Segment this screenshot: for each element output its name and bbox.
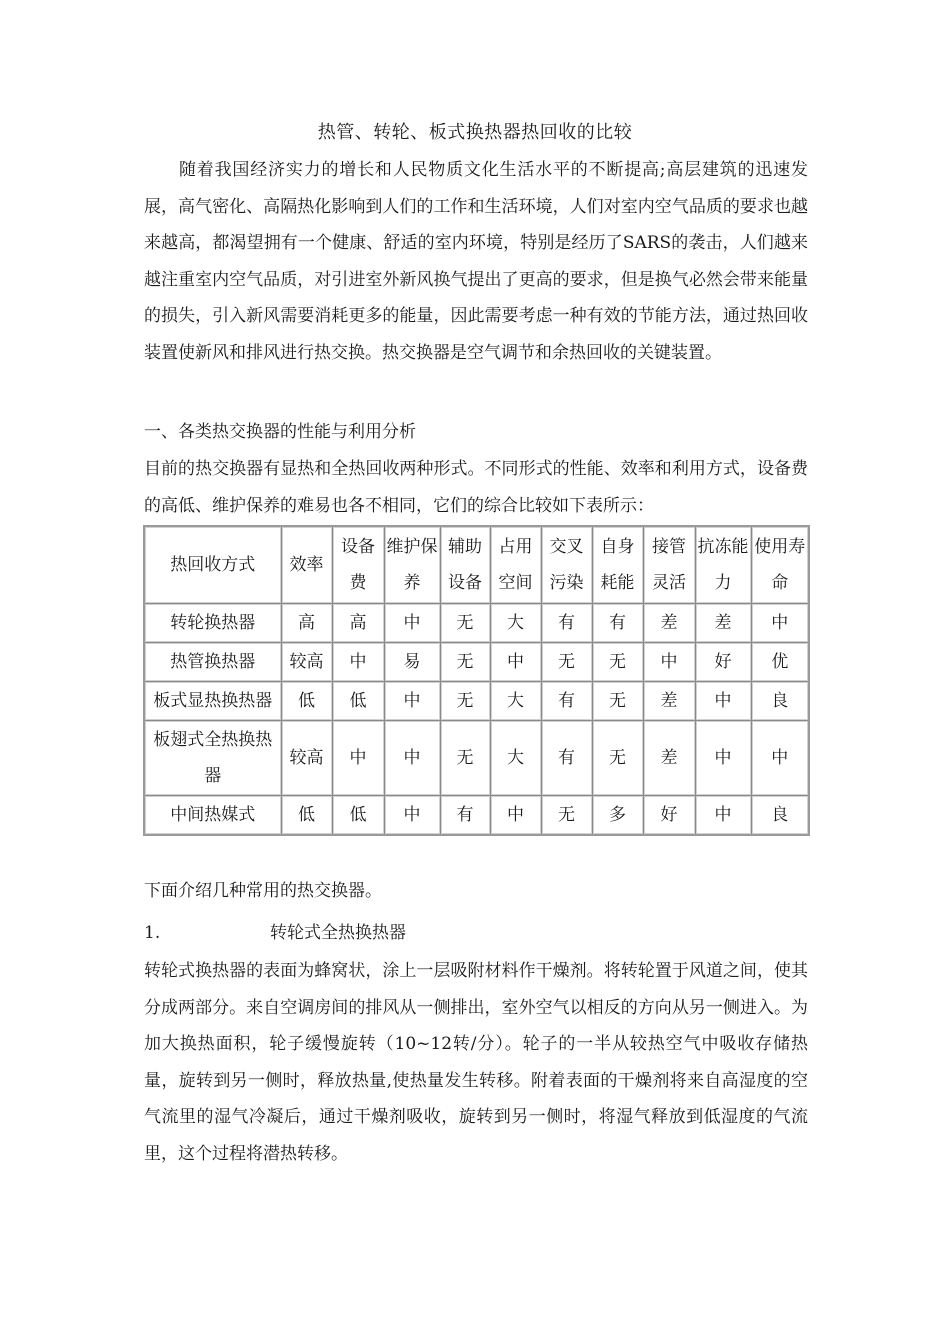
table-cell: 好 (643, 796, 695, 836)
table-cell: 良 (751, 796, 809, 836)
table-cell: 中 (490, 643, 541, 682)
table-cell: 无 (541, 643, 592, 682)
table-cell: 中 (384, 796, 440, 836)
table-cell: 无 (592, 721, 643, 796)
table-cell: 差 (643, 682, 695, 721)
table-cell: 中 (695, 796, 751, 836)
types-intro-paragraph: 下面介绍几种常用的热交换器。 (144, 881, 382, 901)
table-header-cell: 热回收方式 (144, 526, 281, 604)
table-cell: 大 (490, 682, 541, 721)
intro-paragraph: 随着我国经济实力的增长和人民物质文化生活水平的不断提高;高层建筑的迅速发展，高气密化、高隔热化影响到人们的工作和生活环境，人们对室内空气品质的要求也越来越高，都渴望拥有一个健康、舒适的室内环境，特别是经历了SARS的袭击，人们越来越注重室内空气品质，对引进室外新风换气提出了更高的要求，但是换气必然会带来能量的损失，引入新风需要消耗更多的能量，因此需要考虑一种有效的节能方法，通过热回收装置使新风和排风进行热交换。热交换器是空气调节和余热回收的关键装置。 (144, 160, 808, 363)
table-cell: 低 (332, 796, 384, 836)
table-cell: 差 (643, 604, 695, 643)
table-cell: 有 (541, 682, 592, 721)
table-row (144, 643, 809, 682)
table-cell: 大 (490, 604, 541, 643)
table-header-cell: 设备费 (332, 526, 384, 604)
table-cell: 无 (440, 604, 490, 643)
table-cell: 中 (751, 721, 809, 796)
table-cell: 板式显热换热器 (144, 682, 281, 721)
table-cell: 中 (751, 604, 809, 643)
table-row (144, 796, 809, 836)
table-cell: 无 (541, 796, 592, 836)
table-cell: 中 (643, 643, 695, 682)
table-cell: 无 (440, 721, 490, 796)
table-cell: 有 (592, 604, 643, 643)
table-intro-paragraph: 目前的热交换器有显热和全热回收两种形式。不同形式的性能、效率和利用方式，设备费的高低、维护保养的难易也各不相同，它们的综合比较如下表所示： (144, 459, 808, 516)
table-cell: 无 (592, 682, 643, 721)
table-cell: 转轮换热器 (144, 604, 281, 643)
table-header-row (144, 526, 809, 604)
subsection-title: 转轮式全热换热器 (270, 923, 406, 943)
table-cell: 差 (695, 604, 751, 643)
table-cell: 较高 (281, 643, 332, 682)
table-header-cell: 交叉污染 (541, 526, 592, 604)
table-cell: 较高 (281, 721, 332, 796)
table-cell: 大 (490, 721, 541, 796)
table-cell: 无 (592, 643, 643, 682)
table-header-cell: 辅助设备 (440, 526, 490, 604)
table-cell: 中 (332, 643, 384, 682)
table-cell: 有 (541, 721, 592, 796)
table-cell: 中 (490, 796, 541, 836)
table-cell: 差 (643, 721, 695, 796)
table-row (144, 604, 809, 643)
table-row (144, 721, 809, 796)
section-heading-1: 一、各类热交换器的性能与利用分析 (144, 422, 416, 442)
table-header-cell: 效率 (281, 526, 332, 604)
table-cell: 优 (751, 643, 809, 682)
table-cell: 板翅式全热换热器 (144, 721, 281, 796)
table-cell: 高 (332, 604, 384, 643)
table-cell: 低 (281, 682, 332, 721)
table-cell: 中 (384, 604, 440, 643)
document-title: 热管、转轮、板式换热器热回收的比较 (317, 122, 633, 143)
table-cell: 多 (592, 796, 643, 836)
table-cell: 中 (695, 682, 751, 721)
table-cell: 中 (384, 721, 440, 796)
table-cell: 好 (695, 643, 751, 682)
table-cell: 良 (751, 682, 809, 721)
table-header-cell: 维护保养 (384, 526, 440, 604)
rotary-wheel-paragraph: 转轮式换热器的表面为蜂窝状，涂上一层吸附材料作干燥剂。将转轮置于风道之间，使其分成两部分。来自空调房间的排风从一侧排出，室外空气以相反的方向从另一侧进入。为加大换热面积，轮子缓慢旋转（10~12转/分）。轮子的一半从较热空气中吸收存储热量，旋转到另一侧时，释放热量,使热量发生转移。附着表面的干燥剂将来自高湿度的空气流里的湿气冷凝后，通过干燥剂吸收，旋转到另一侧时，将湿气释放到低湿度的气流里，这个过程将潜热转移。 (144, 961, 808, 1164)
table-header-cell: 使用寿命 (751, 526, 809, 604)
table-cell: 热管换热器 (144, 643, 281, 682)
table-cell: 中间热媒式 (144, 796, 281, 836)
table-header-cell: 自身耗能 (592, 526, 643, 604)
table-row (144, 682, 809, 721)
table-cell: 低 (332, 682, 384, 721)
table-cell: 无 (440, 643, 490, 682)
comparison-table (143, 525, 810, 836)
table-header-cell: 接管灵活 (643, 526, 695, 604)
table-cell: 有 (440, 796, 490, 836)
table-header-cell: 抗冻能力 (695, 526, 751, 604)
subsection-heading-1 (144, 915, 406, 951)
table-cell: 有 (541, 604, 592, 643)
table-header-cell: 占用空间 (490, 526, 541, 604)
table-cell: 中 (332, 721, 384, 796)
table-cell: 高 (281, 604, 332, 643)
table-cell: 无 (440, 682, 490, 721)
table-cell: 中 (695, 721, 751, 796)
table-cell: 低 (281, 796, 332, 836)
subsection-number: 1. (144, 923, 161, 943)
table-cell: 中 (384, 682, 440, 721)
table-cell: 易 (384, 643, 440, 682)
